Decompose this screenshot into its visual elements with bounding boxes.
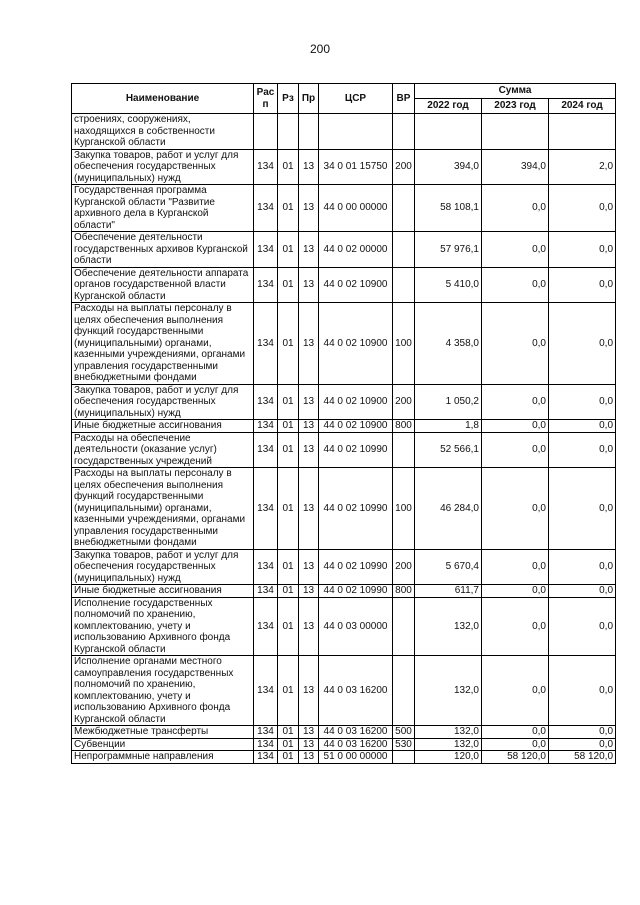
table-row [72,597,616,656]
row-pr: 13 [299,585,319,598]
row-sum-2022: 58 108,1 [415,185,482,232]
table-row [72,267,616,303]
row-sum-2024: 0,0 [549,432,616,468]
row-pr: 13 [299,232,319,268]
row-pr: 13 [299,549,319,585]
row-sum-2022: 132,0 [415,738,482,751]
row-rz: 01 [278,738,299,751]
row-sum-2022: 394,0 [415,149,482,185]
row-sum-2022: 611,7 [415,585,482,598]
row-sum-2023 [482,114,549,150]
row-vr [393,656,415,726]
row-csr: 44 0 02 10990 [319,585,393,598]
row-rz: 01 [278,597,299,656]
row-vr [393,232,415,268]
row-vr: 200 [393,149,415,185]
row-rasp: 134 [254,384,278,420]
row-name: Иные бюджетные ассигнования [72,585,254,598]
row-sum-2024: 0,0 [549,303,616,385]
row-rasp [254,114,278,150]
row-rz: 01 [278,384,299,420]
row-name: Закупка товаров, работ и услуг для обеспечения государственных (муниципальных) нужд [72,384,254,420]
row-rasp: 134 [254,597,278,656]
row-pr: 13 [299,751,319,764]
row-rasp: 134 [254,656,278,726]
row-rasp: 134 [254,185,278,232]
row-sum-2022: 1 050,2 [415,384,482,420]
row-pr: 13 [299,656,319,726]
row-sum-2023: 0,0 [482,726,549,739]
row-name: Исполнение органами местного самоуправления государственных полномочий по хранению, комплектованию, учету и использованию Архивного фонда Курганской области [72,656,254,726]
table-body [72,114,616,764]
row-rasp: 134 [254,549,278,585]
row-csr: 44 0 02 10900 [319,267,393,303]
table-header [72,84,616,114]
row-name: Государственная программа Курганской области "Развитие архивного дела в Курганской области" [72,185,254,232]
row-sum-2022 [415,114,482,150]
row-rz: 01 [278,149,299,185]
table-row [72,185,616,232]
row-sum-2023: 0,0 [482,585,549,598]
row-sum-2023: 0,0 [482,420,549,433]
row-sum-2024: 0,0 [549,468,616,550]
row-sum-2022: 132,0 [415,726,482,739]
header-vr: ВР [393,84,415,114]
row-sum-2024: 0,0 [549,726,616,739]
row-sum-2023: 0,0 [482,303,549,385]
row-name: Закупка товаров, работ и услуг для обеспечения государственных (муниципальных) нужд [72,549,254,585]
row-vr: 100 [393,468,415,550]
row-rasp: 134 [254,303,278,385]
row-pr: 13 [299,267,319,303]
row-csr: 34 0 01 15750 [319,149,393,185]
row-sum-2023: 0,0 [482,656,549,726]
table-row [72,751,616,764]
row-sum-2023: 0,0 [482,549,549,585]
table-row [72,726,616,739]
row-csr: 44 0 02 10900 [319,384,393,420]
row-sum-2024: 0,0 [549,549,616,585]
table-row [72,549,616,585]
row-csr: 44 0 03 16200 [319,738,393,751]
row-csr: 44 0 02 10990 [319,468,393,550]
row-vr [393,185,415,232]
row-csr: 44 0 02 10900 [319,420,393,433]
row-sum-2023: 0,0 [482,185,549,232]
row-rasp: 134 [254,267,278,303]
row-sum-2022: 57 976,1 [415,232,482,268]
row-sum-2023: 0,0 [482,468,549,550]
row-vr: 530 [393,738,415,751]
row-rasp: 134 [254,751,278,764]
page-number: 200 [309,42,331,56]
row-name: Закупка товаров, работ и услуг для обеспечения государственных (муниципальных) нужд [72,149,254,185]
row-vr: 200 [393,549,415,585]
row-sum-2023: 0,0 [482,597,549,656]
row-sum-2022: 5 410,0 [415,267,482,303]
row-name: Расходы на выплаты персоналу в целях обеспечения выполнения функций государственными (муниципальными) органами, казенными учреждениями, органами управления государственными внебюджетными фондами [72,303,254,385]
row-sum-2022: 132,0 [415,656,482,726]
row-rz: 01 [278,656,299,726]
row-rasp: 134 [254,468,278,550]
row-pr: 13 [299,597,319,656]
row-sum-2023: 0,0 [482,232,549,268]
row-rz: 01 [278,751,299,764]
row-vr [393,751,415,764]
row-rz: 01 [278,232,299,268]
row-sum-2022: 120,0 [415,751,482,764]
row-sum-2024: 0,0 [549,420,616,433]
row-csr: 44 0 02 10990 [319,432,393,468]
row-name: Иные бюджетные ассигнования [72,420,254,433]
row-sum-2024: 0,0 [549,384,616,420]
row-sum-2023: 0,0 [482,384,549,420]
row-csr: 51 0 00 00000 [319,751,393,764]
row-vr: 800 [393,420,415,433]
row-csr: 44 0 02 10990 [319,549,393,585]
row-pr: 13 [299,420,319,433]
row-pr: 13 [299,303,319,385]
row-csr: 44 0 03 16200 [319,726,393,739]
row-rz: 01 [278,420,299,433]
header-2022: 2022 год [415,99,482,114]
row-rz: 01 [278,468,299,550]
row-name: Обеспечение деятельности аппарата органов государственной власти Курганской области [72,267,254,303]
row-sum-2024: 0,0 [549,185,616,232]
table-row [72,432,616,468]
row-csr: 44 0 03 00000 [319,597,393,656]
row-sum-2022: 132,0 [415,597,482,656]
table-row [72,149,616,185]
header-pr: Пр [299,84,319,114]
header-sum: Сумма [415,84,616,99]
row-sum-2022: 4 358,0 [415,303,482,385]
table-row [72,114,616,150]
row-vr [393,267,415,303]
table-row [72,303,616,385]
row-name: Межбюджетные трансферты [72,726,254,739]
header-2023: 2023 год [482,99,549,114]
row-rz: 01 [278,432,299,468]
row-pr: 13 [299,185,319,232]
table-row [72,232,616,268]
row-sum-2023: 0,0 [482,738,549,751]
budget-table [71,83,616,764]
row-sum-2024: 0,0 [549,585,616,598]
row-vr [393,114,415,150]
table-row [72,656,616,726]
table-row [72,738,616,751]
row-sum-2023: 394,0 [482,149,549,185]
row-sum-2023: 0,0 [482,432,549,468]
row-sum-2024: 58 120,0 [549,751,616,764]
row-pr: 13 [299,738,319,751]
row-csr: 44 0 02 00000 [319,232,393,268]
row-sum-2022: 5 670,4 [415,549,482,585]
row-pr: 13 [299,384,319,420]
row-sum-2022: 46 284,0 [415,468,482,550]
header-2024: 2024 год [549,99,616,114]
row-name: Субвенции [72,738,254,751]
row-rz: 01 [278,267,299,303]
row-vr [393,432,415,468]
row-pr [299,114,319,150]
row-rasp: 134 [254,585,278,598]
row-sum-2024: 0,0 [549,656,616,726]
row-sum-2022: 1,8 [415,420,482,433]
table-row [72,384,616,420]
row-sum-2023: 58 120,0 [482,751,549,764]
row-rz: 01 [278,185,299,232]
row-rasp: 134 [254,420,278,433]
row-rz: 01 [278,585,299,598]
row-name: Расходы на обеспечение деятельности (оказание услуг) государственных учреждений [72,432,254,468]
row-rasp: 134 [254,432,278,468]
row-csr: 44 0 00 00000 [319,185,393,232]
header-rz: Рз [278,84,299,114]
row-vr [393,597,415,656]
row-sum-2024: 0,0 [549,738,616,751]
row-rz: 01 [278,726,299,739]
row-vr: 200 [393,384,415,420]
row-name: Расходы на выплаты персоналу в целях обеспечения выполнения функций государственными (муниципальными) органами, казенными учреждениями, органами управления государственными внебюджетными фондами [72,468,254,550]
header-name: Наименование [72,84,254,114]
table-row [72,585,616,598]
row-sum-2022: 52 566,1 [415,432,482,468]
table-row [72,420,616,433]
row-rz: 01 [278,549,299,585]
row-pr: 13 [299,149,319,185]
row-sum-2024 [549,114,616,150]
row-pr: 13 [299,726,319,739]
row-csr [319,114,393,150]
row-pr: 13 [299,432,319,468]
row-rz [278,114,299,150]
row-csr: 44 0 03 16200 [319,656,393,726]
row-rasp: 134 [254,726,278,739]
row-vr: 500 [393,726,415,739]
row-sum-2024: 0,0 [549,232,616,268]
row-name: строениях, сооружениях, находящихся в собственности Курганской области [72,114,254,150]
table-row [72,468,616,550]
row-vr: 100 [393,303,415,385]
row-sum-2024: 0,0 [549,267,616,303]
row-rasp: 134 [254,738,278,751]
header-csr: ЦСР [319,84,393,114]
row-name: Обеспечение деятельности государственных архивов Курганской области [72,232,254,268]
row-sum-2023: 0,0 [482,267,549,303]
row-rasp: 134 [254,232,278,268]
row-rasp: 134 [254,149,278,185]
row-rz: 01 [278,303,299,385]
header-rasp: Рас п [254,84,278,114]
row-csr: 44 0 02 10900 [319,303,393,385]
row-pr: 13 [299,468,319,550]
row-name: Исполнение государственных полномочий по хранению, комплектованию, учету и использованию Архивного фонда Курганской области [72,597,254,656]
row-sum-2024: 2,0 [549,149,616,185]
row-vr: 800 [393,585,415,598]
row-name: Непрограммные направления [72,751,254,764]
row-sum-2024: 0,0 [549,597,616,656]
